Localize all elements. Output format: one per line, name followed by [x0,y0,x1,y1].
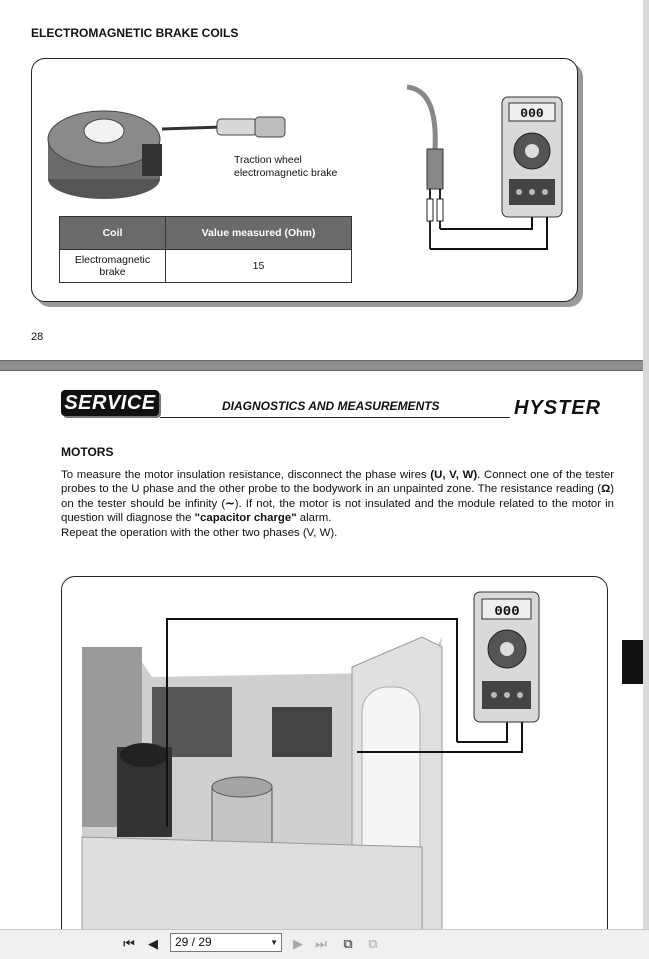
motors-instructions [61,468,614,540]
para-text-2: . Connect one of the tester probes to the U phase and the other probe to the bodywork in an unpainted zone. The resistance reading ( [61,469,614,496]
motor-multimeter-display: 000 [494,604,520,620]
table-row [60,250,352,283]
section-title-motors: MOTORS [61,445,114,459]
next-page-icon[interactable]: ▶ [293,936,303,951]
header-title: DIAGNOSTICS AND MEASUREMENTS [222,399,440,413]
document-page-29 [0,370,643,930]
para-text-3: ) on the tester should be infinity ( [61,483,614,510]
previous-view-icon[interactable]: ⧉ [343,936,353,951]
para-bold-alarm: "capacitor charge" [194,512,297,525]
prev-page-icon[interactable]: ◀ [148,936,158,951]
header-rule [160,417,510,418]
caption-line-2: electromagnetic brake [234,167,338,179]
vertical-scrollbar[interactable] [643,0,649,929]
brand-logo: HYSTER [514,397,602,419]
page-number: 28 [31,331,44,343]
multimeter-display: 000 [520,106,544,121]
first-page-icon[interactable]: ⏮ [123,936,135,951]
para-bold-ohm: Ω [601,483,611,496]
table-header-value: Value measured (Ohm) [166,217,352,250]
table-header-coil: Coil [60,217,166,250]
multimeter-wiring-illustration [397,79,577,269]
next-view-icon[interactable]: ⧉ [368,936,378,951]
para-text-4: ). If not, the motor is not insulated and the module related to the motor in question will diagnose the [61,497,614,525]
brake-coil-illustration [42,69,362,219]
para-line-repeat: Repeat the operation with the other two phases (V, W). [61,526,338,539]
coil-value-table [59,216,352,283]
document-page-28 [0,0,643,361]
table-cell-coil [60,250,166,283]
para-bold-infinity: ∼ [225,497,235,510]
page-select[interactable] [170,933,282,952]
motor-illustration [62,577,607,930]
coil-name-line-1: Electromagnetic [74,254,151,266]
last-page-icon[interactable]: ⏭ [315,936,327,951]
para-text-5: alarm. [296,512,332,525]
section-title-brake-coils: ELECTROMAGNETIC BRAKE COILS [31,26,239,40]
service-logo: SERVICE [61,390,159,416]
pdf-navigation-toolbar [0,929,649,959]
motor-figure-frame [61,576,608,930]
brake-caption [234,154,337,180]
table-cell-value: 15 [166,250,352,283]
coil-name-line-2: brake [99,266,126,278]
page-indicator: 29 / 29 [175,935,212,949]
table-header-row [60,217,352,250]
caption-line-1: Traction wheel [234,154,302,166]
para-text-1: To measure the motor insulation resistance, disconnect the phase wires [61,469,431,481]
chevron-down-icon: ▼ [270,938,278,947]
para-bold-phases: (U, V, W) [430,469,478,481]
brake-coil-figure-frame [31,58,578,302]
